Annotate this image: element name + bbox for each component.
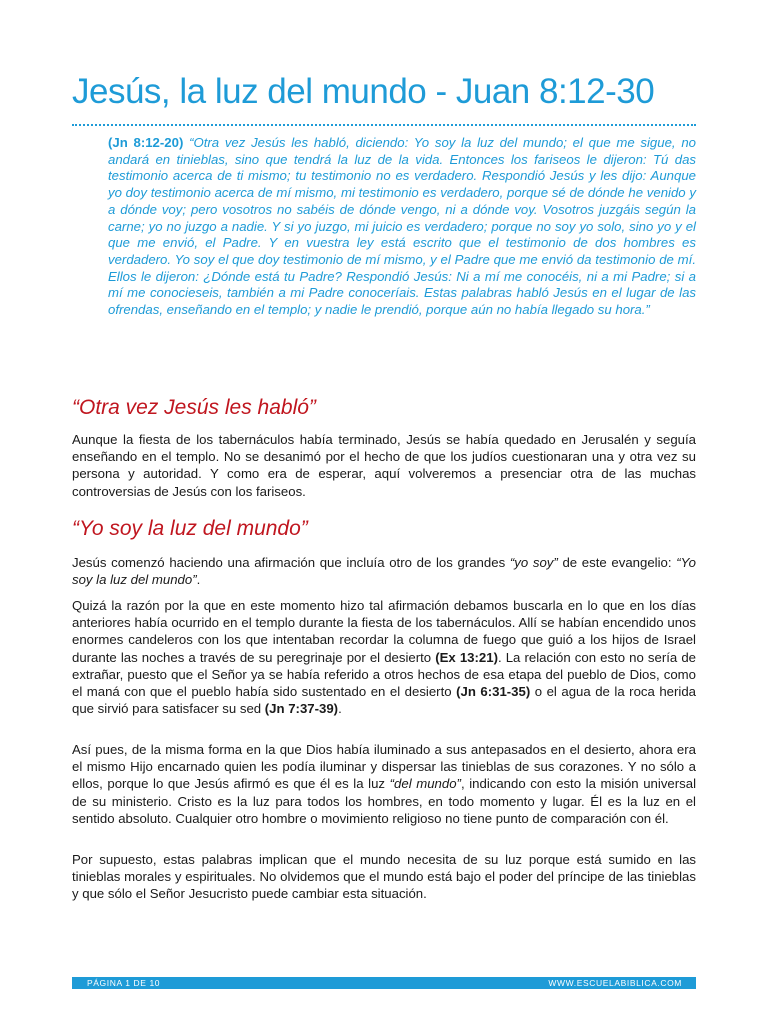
- section-heading-otra-vez: “Otra vez Jesús les habló”: [72, 396, 316, 419]
- bible-reference: (Jn 6:31-35): [456, 684, 531, 700]
- section2-paragraph-4: Por supuesto, estas palabras implican que el mundo necesita de su luz porque está sumido en las tinieblas morales y espirituales. No olvidemos que el mundo está bajo el poder del príncipe de las tinieblas y que sólo el Señor Jesucristo puede cambiar esta situación.: [72, 852, 696, 902]
- bible-reference: (Jn 7:37-39): [264, 701, 339, 717]
- title-divider: [72, 124, 696, 126]
- page-title: Jesús, la luz del mundo - Juan 8:12-30: [72, 72, 655, 111]
- scripture-text: “Otra vez Jesús les habló, diciendo: Yo soy la luz del mundo; el que me sigue, no andará en tinieblas, sino que tendrá la luz de la vida. Entonces los fariseos le dijeron: Tú das testimonio acerca de ti mismo; tu testimonio no es verdadero. Respondió Jesús y les dijo: Aunque yo doy testimonio acerca de mí mismo, mi testimonio es verdadero, porque sé de dónde he venido y a dónde voy; pero vosotros no sabéis de dónde vengo, ni a dónde voy. Vosotros juzgáis según la carne; yo no juzgo a nadie. Y si yo juzgo, mi juicio es verdadero; porque no soy yo solo, sino yo y el que me envió, el Padre. Y en vuestra ley está escrito que el testimonio de dos hombres es verdadero. Yo soy el que doy testimonio de mí mismo, y el Padre que me envió da testimonio de mí. Ellos le dijeron: ¿Dónde está tu Padre? Respondió Jesús: Ni a mí me conocéis, ni a mi Padre; si a mí me conocieseis, también a mi Padre conoceríais. Estas palabras habló Jesús en el lugar de las ofrendas, enseñando en el templo; y nadie le prendió, porque aún no había llegado su hora.”: [108, 135, 696, 318]
- section2-paragraph-1: Jesús comenzó haciendo una afirmación que incluía otro de los grandes “yo soy” de este evangelio: “Yo soy la luz del mundo”.: [72, 555, 697, 588]
- scripture-quote: [108, 135, 696, 319]
- bible-reference: (Ex 13:21): [435, 649, 498, 665]
- scripture-reference: (Jn 8:12-20): [108, 135, 184, 150]
- section2-paragraph-2: Quizá la razón por la que en este momento hizo tal afirmación debamos buscarla en lo que en los días anteriores había ocurrido en el templo durante la fiesta de los tabernáculos. Allí se habían encendido unos enormes candeleros con los que intentaban recordar la columna de fuego que guió a los hijos de Israel durante las noches a través de su peregrinaje por el desierto (Ex 13:21). La relación con esto no sería de extrañar, puesto que el Señor ya se había referido a otros hechos de esa etapa del pueblo de Dios, como el maná con que el pueblo había sido sustentado en el desierto (Jn 6:31-35) o el agua de la roca herida que sirvió para satisfacer su sed (Jn 7:37-39).: [72, 598, 696, 717]
- website-link[interactable]: WWW.ESCUELABIBLICA.COM: [548, 978, 682, 988]
- section-heading-yo-soy: “Yo soy la luz del mundo”: [72, 517, 308, 540]
- section1-paragraph: Aunque la fiesta de los tabernáculos había terminado, Jesús se había quedado en Jerusalén y seguía enseñando en el templo. No se desanimó por el hecho de que los judíos cuestionaran una y otra vez su persona y autoridad. Y como era de esperar, aquí volveremos a presenciar otra de las muchas controversias de Jesús con los fariseos.: [72, 432, 696, 499]
- page-footer: [72, 977, 696, 989]
- section2-paragraph-3: Así pues, de la misma forma en la que Dios había iluminado a sus antepasados en el desierto, ahora era el mismo Hijo encarnado quien les podía iluminar y dispersar las tinieblas de sus corazones. Y no sólo a ellos, porque lo que Jesús afirmó es que él es la luz “del mundo”, indicando con esto la misión universal de su ministerio. Cristo es la luz para todos los hombres, en todo momento y lugar. Él es la luz en el sentido absoluto. Cualquier otro hombre o movimiento religioso no tiene punto de comparación con él.: [72, 742, 697, 826]
- page-number: PÁGINA 1 DE 10: [87, 978, 161, 988]
